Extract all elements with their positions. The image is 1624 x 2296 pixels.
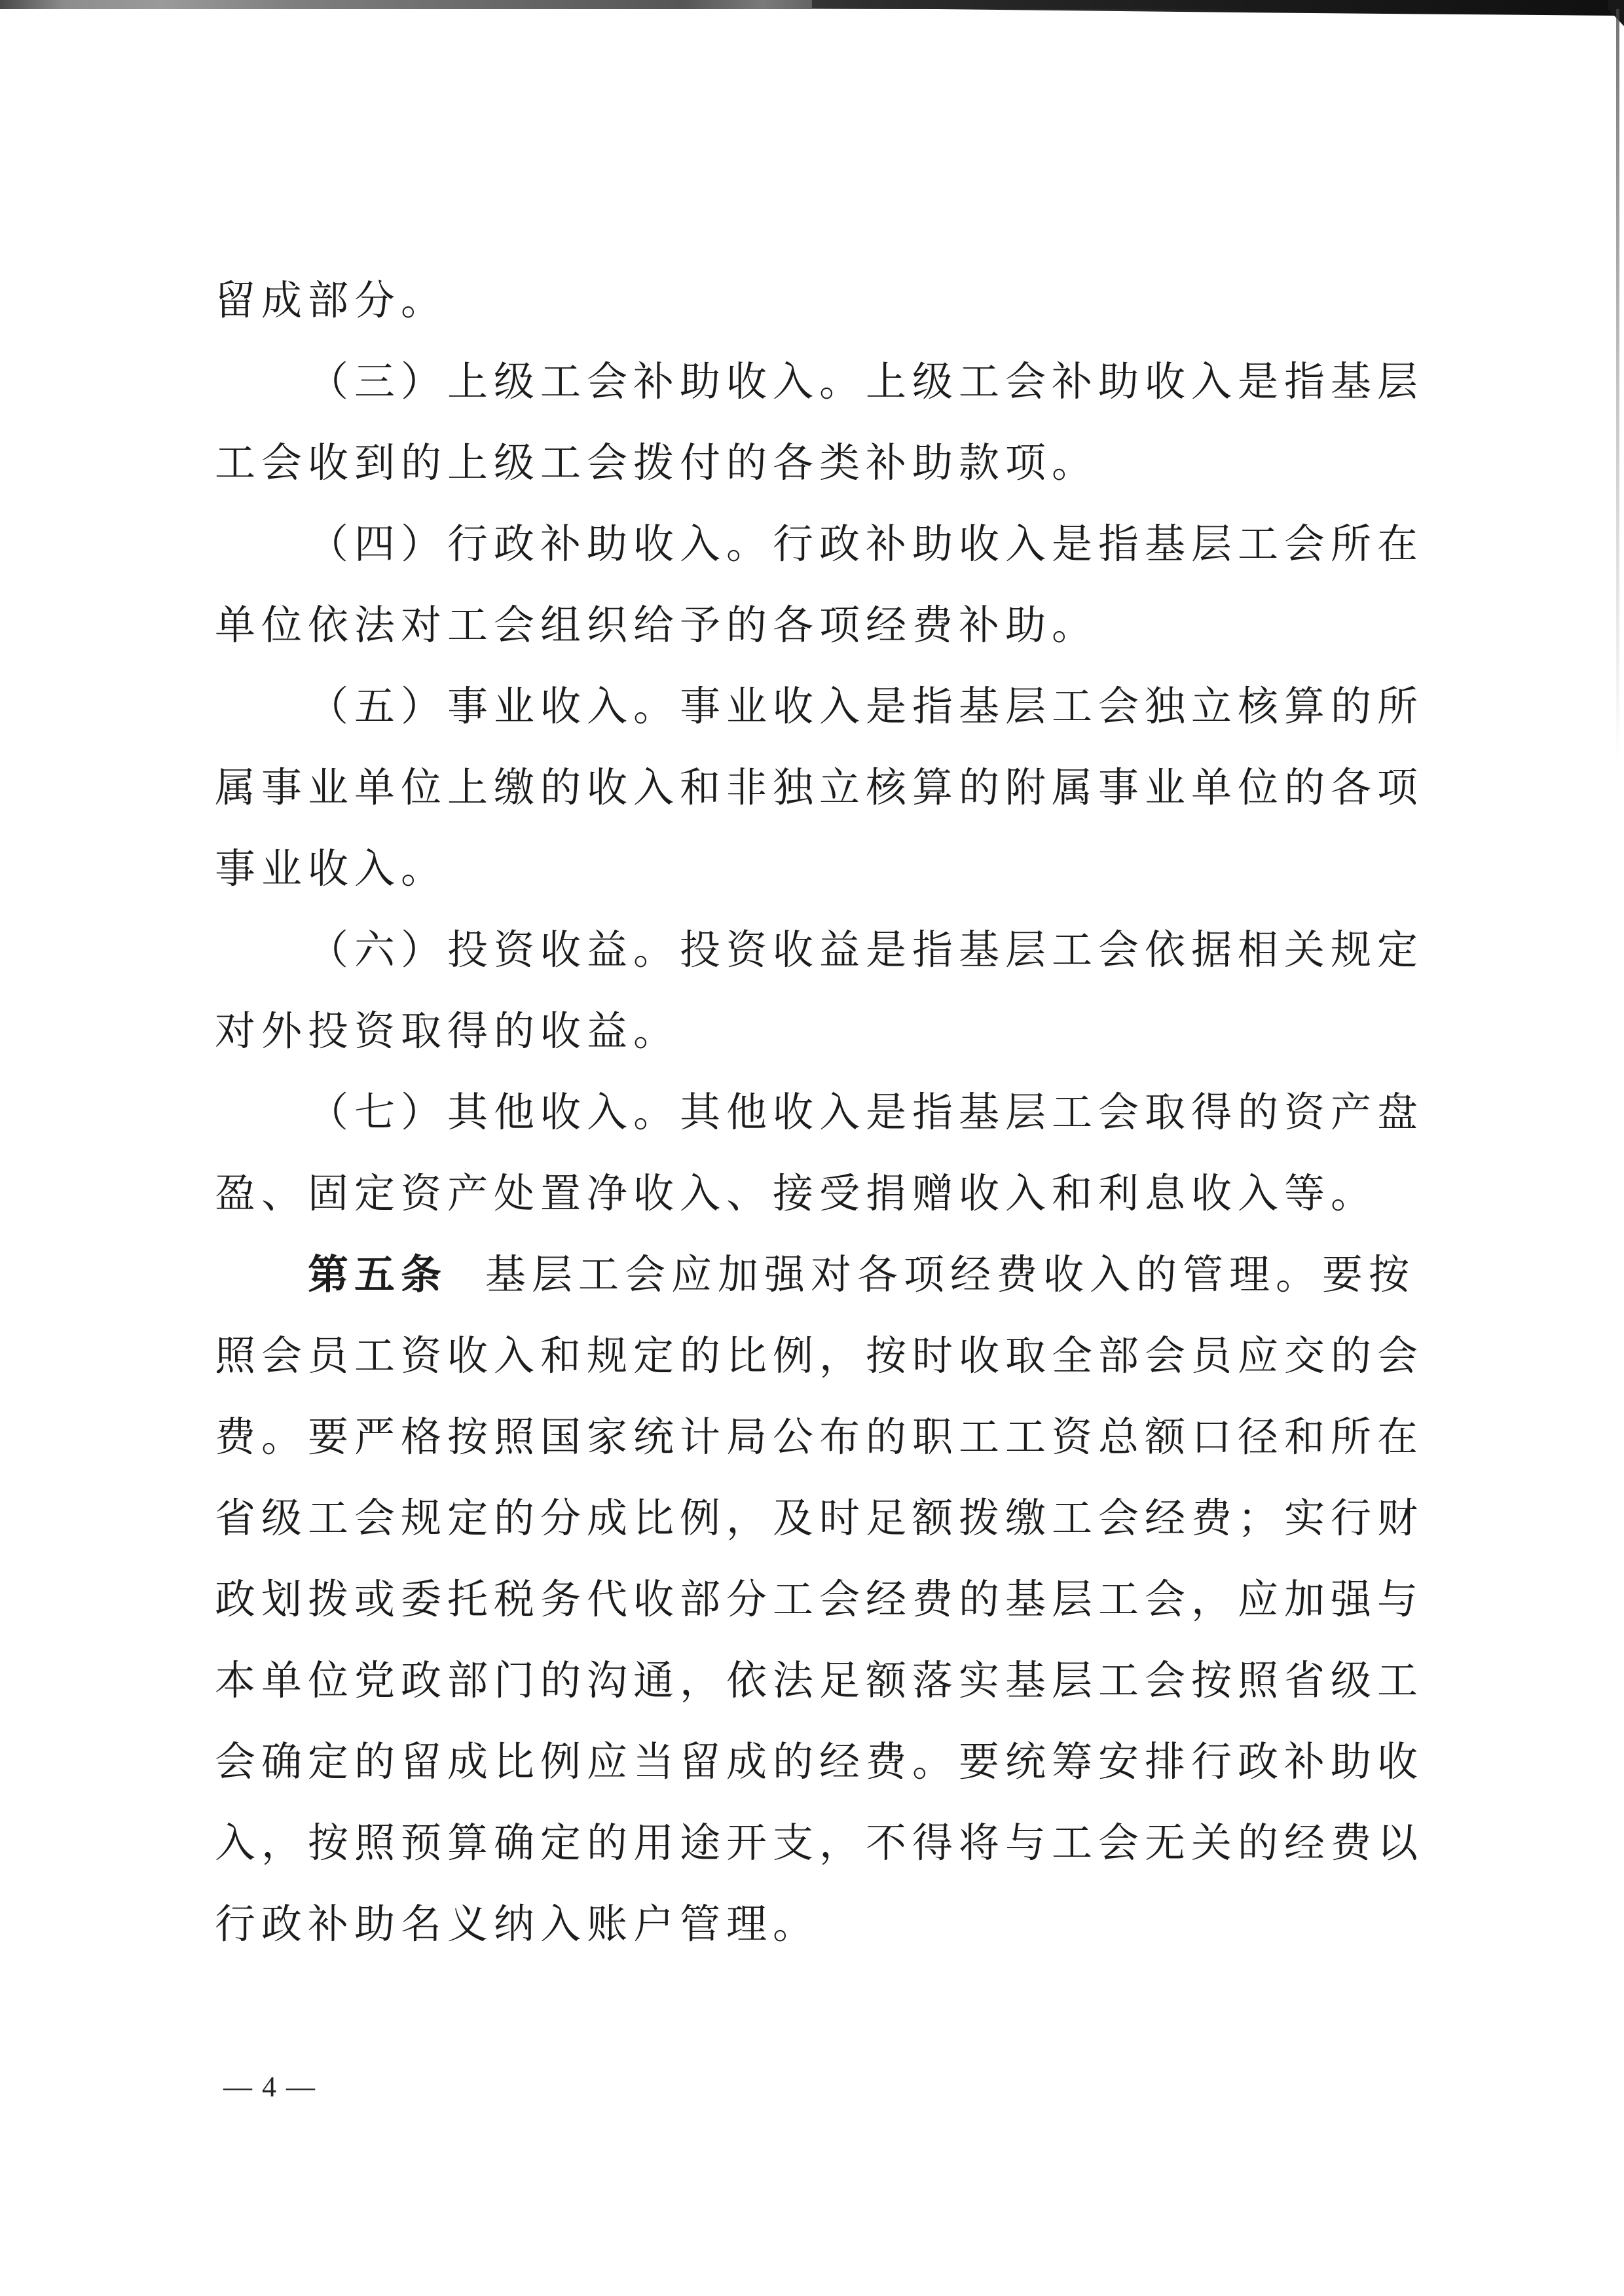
line-text: 会确定的留成比例应当留成的经费。要统筹安排行政补助收: [215, 1740, 1424, 1785]
line-text: 照会员工资收入和规定的比例，按时收取全部会员应交的会: [215, 1334, 1424, 1379]
line-text: （六）投资收益。投资收益是指基层工会依据相关规定: [308, 928, 1424, 973]
text-line: [215, 342, 1439, 423]
text-line: [215, 829, 1439, 910]
line-text: （五）事业收入。事业收入是指基层工会独立核算的所: [308, 685, 1424, 729]
text-line: [215, 1235, 1439, 1316]
text-line: [215, 1154, 1439, 1235]
text-line: [215, 423, 1439, 504]
line-text: 本单位党政部门的沟通，依法足额落实基层工会按照省级工: [215, 1659, 1424, 1704]
text-line: [215, 666, 1439, 748]
scan-artifact-top-right-band: [812, 0, 1624, 16]
line-text: 属事业单位上缴的收入和非独立核算的附属事业单位的各项: [215, 766, 1424, 811]
page-number: — 4 —: [223, 2071, 316, 2103]
text-line: [215, 585, 1439, 666]
line-text: （三）上级工会补助收入。上级工会补助收入是指基层: [308, 360, 1424, 405]
line-text: 费。要严格按照国家统计局公布的职工工资总额口径和所在: [215, 1415, 1424, 1460]
document-body: [215, 261, 1439, 1965]
text-line: [215, 1559, 1439, 1641]
text-line: [215, 261, 1439, 342]
line-text: 政划拨或委托税务代收部分工会经费的基层工会，应加强与: [215, 1578, 1424, 1622]
line-text: 对外投资取得的收益。: [215, 1010, 680, 1054]
text-line: [215, 1803, 1439, 1884]
text-line: [215, 1641, 1439, 1722]
line-text: 留成部分。: [215, 279, 448, 323]
line-text: 盈、固定资产处置净收入、接受捐赠收入和利息收入等。: [215, 1172, 1378, 1216]
text-line: [215, 991, 1439, 1072]
line-text: （七）其他收入。其他收入是指基层工会取得的资产盘: [308, 1091, 1424, 1135]
text-line: [215, 504, 1439, 585]
line-text: 基层工会应加强对各项经费收入的管理。要按: [485, 1253, 1416, 1298]
line-text: 工会收到的上级工会拨付的各类补助款项。: [215, 441, 1099, 486]
line-text: 省级工会规定的分成比例，及时足额拨缴工会经费；实行财: [215, 1497, 1424, 1541]
line-text: 入，按照预算确定的用途开支，不得将与工会无关的经费以: [215, 1821, 1424, 1866]
text-line: [215, 1884, 1439, 1965]
text-line: [215, 1478, 1439, 1559]
line-text: 事业收入。: [215, 847, 448, 892]
line-text: 行政补助名义纳入账户管理。: [215, 1903, 820, 1947]
text-line: [215, 748, 1439, 829]
text-line: [215, 1397, 1439, 1478]
text-line: [215, 1722, 1439, 1803]
text-line: [215, 1072, 1439, 1154]
line-text: 单位依法对工会组织给予的各项经费补助。: [215, 604, 1099, 648]
line-text: （四）行政补助收入。行政补助收入是指基层工会所在: [308, 522, 1424, 567]
text-line: [215, 910, 1439, 991]
article-number-label: 第五条: [308, 1253, 448, 1298]
text-line: [215, 1316, 1439, 1397]
scan-artifact-right-edge-line: [1616, 9, 1619, 762]
